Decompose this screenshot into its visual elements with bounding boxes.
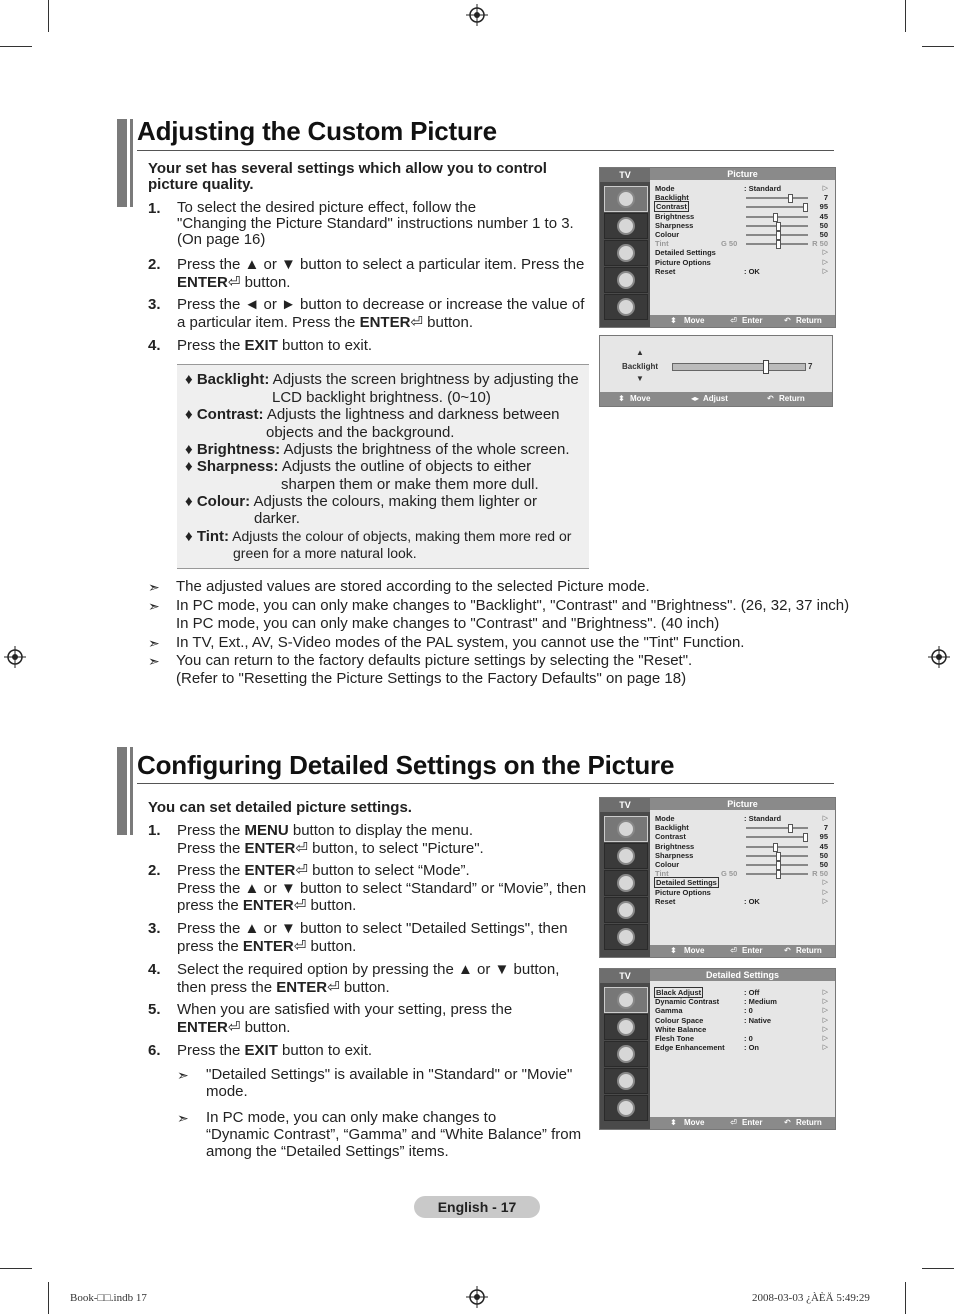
title-rule bbox=[137, 783, 834, 784]
osd-sidebar bbox=[600, 812, 650, 957]
arrow-up-icon: ▲ bbox=[636, 348, 644, 357]
bullet-colour-cont: darker. bbox=[254, 510, 300, 527]
bullet-backlight-cont: LCD backlight brightness. (0~10) bbox=[272, 389, 491, 406]
menu-item-detailed-settings[interactable]: Detailed Settings ▷ bbox=[655, 248, 828, 258]
crop-mark bbox=[0, 1268, 32, 1269]
bullet-tint: ♦ Tint: Adjusts the colour of objects, making them more red or bbox=[185, 528, 572, 545]
arrow-down-icon: ▼ bbox=[636, 374, 644, 383]
section-accent-bar bbox=[130, 747, 133, 835]
title-rule bbox=[137, 150, 834, 151]
print-info-left: Book-□□.indb 17 bbox=[70, 1292, 147, 1304]
chevron-right-icon: ▷ bbox=[822, 897, 828, 905]
chevron-right-icon: ▷ bbox=[822, 1025, 828, 1033]
move-icon: ⬍ bbox=[670, 1118, 677, 1127]
sound-icon[interactable] bbox=[604, 843, 648, 869]
menu-item-reset[interactable]: Reset : OK ▷ bbox=[655, 266, 828, 276]
channel-icon[interactable] bbox=[604, 240, 648, 266]
tv-tab: TV bbox=[600, 798, 650, 812]
value-slider[interactable] bbox=[746, 827, 808, 829]
picture-icon[interactable] bbox=[604, 816, 648, 842]
menu-item-flesh-tone[interactable]: Flesh Tone : 0 ▷ bbox=[655, 1034, 828, 1043]
osd-footer: ⬍ Move ◂▸ Adjust ↶ Return bbox=[600, 392, 832, 406]
value-slider[interactable] bbox=[746, 206, 808, 208]
menu-item-tint[interactable]: Tint G 50 R 50 bbox=[655, 869, 828, 879]
value-slider[interactable] bbox=[746, 225, 808, 227]
menu-item-backlight[interactable]: Backlight 7 bbox=[655, 823, 828, 833]
chevron-right-icon: ▷ bbox=[822, 1016, 828, 1024]
osd-header: Picture bbox=[650, 168, 835, 180]
move-icon: ⬍ bbox=[670, 316, 677, 325]
menu-item-sharpness[interactable]: Sharpness 50 bbox=[655, 220, 828, 230]
section-title: Adjusting the Custom Picture bbox=[137, 116, 497, 146]
chevron-right-icon: ▷ bbox=[822, 815, 828, 822]
footer-label: Enter bbox=[742, 946, 763, 955]
sound-icon[interactable] bbox=[604, 1014, 648, 1040]
chevron-right-icon: ▷ bbox=[822, 998, 828, 1006]
bullet-tint-cont: green for a more natural look. bbox=[233, 545, 417, 561]
menu-item-picture-options[interactable]: Picture Options ▷ bbox=[655, 887, 828, 897]
crop-mark bbox=[48, 0, 49, 32]
enter-icon: ⏎ bbox=[410, 313, 423, 331]
input-icon[interactable] bbox=[604, 924, 648, 950]
menu-item-backlight[interactable]: Backlight 7 bbox=[655, 193, 828, 203]
crop-mark bbox=[905, 0, 906, 32]
value-slider[interactable] bbox=[746, 873, 808, 875]
bullet-contrast: ♦ Contrast: Adjusts the lightness and darkness between bbox=[185, 406, 560, 423]
section-accent-bar bbox=[117, 747, 127, 835]
channel-icon[interactable] bbox=[604, 870, 648, 896]
value-slider[interactable] bbox=[746, 836, 808, 838]
footer-label: Return bbox=[796, 1118, 822, 1127]
osd-detailed-settings bbox=[599, 968, 836, 1130]
osd-sidebar bbox=[600, 983, 650, 1129]
chevron-right-icon: ▷ bbox=[822, 888, 828, 896]
picture-icon[interactable] bbox=[604, 987, 648, 1013]
chevron-right-icon: ▷ bbox=[822, 267, 828, 275]
enter-icon: ⏎ bbox=[730, 1118, 737, 1127]
footer-label: Enter bbox=[742, 316, 763, 325]
menu-item-gamma[interactable]: Gamma : 0 ▷ bbox=[655, 1006, 828, 1016]
crop-mark bbox=[905, 1282, 906, 1314]
enter-icon: ⏎ bbox=[293, 897, 307, 914]
enter-icon: ⏎ bbox=[227, 273, 241, 291]
osd-footer bbox=[650, 315, 835, 327]
enter-icon: ⏎ bbox=[295, 862, 308, 879]
page-number-badge: English - 17 bbox=[414, 1196, 540, 1218]
enter-icon: ⏎ bbox=[327, 978, 340, 996]
chevron-right-icon: ▷ bbox=[822, 1007, 828, 1015]
value-slider[interactable] bbox=[746, 846, 808, 848]
enter-icon: ⏎ bbox=[730, 946, 737, 955]
arrow-icon: ➣ bbox=[148, 579, 160, 595]
chevron-right-icon: ▷ bbox=[822, 989, 828, 996]
osd-backlight-adjust bbox=[599, 335, 833, 407]
bullet-sharpness-cont: sharpen them or make them more dull. bbox=[281, 476, 539, 493]
footer-label: Move bbox=[684, 1118, 705, 1127]
footer-label: Move bbox=[684, 946, 705, 955]
bullet-contrast-cont: objects and the background. bbox=[266, 424, 455, 441]
registration-target-icon bbox=[466, 4, 488, 26]
registration-target-icon bbox=[466, 1286, 488, 1308]
setup-icon[interactable] bbox=[604, 897, 648, 923]
footer-label: Return bbox=[796, 946, 822, 955]
menu-item-picture-options[interactable]: Picture Options ▷ bbox=[655, 257, 828, 267]
arrow-icon: ➣ bbox=[177, 1110, 189, 1126]
tv-tab: TV bbox=[600, 969, 650, 983]
value-slider[interactable] bbox=[746, 234, 808, 236]
backlight-value: 7 bbox=[808, 362, 813, 371]
menu-item-contrast[interactable]: Contrast 95 bbox=[655, 832, 828, 842]
chevron-right-icon: ▷ bbox=[822, 1044, 828, 1052]
menu-item-dynamic-contrast[interactable]: Dynamic Contrast : Medium ▷ bbox=[655, 997, 828, 1007]
registration-target-icon bbox=[928, 646, 950, 668]
chevron-right-icon: ▷ bbox=[822, 879, 828, 887]
chevron-right-icon: ▷ bbox=[822, 185, 828, 192]
enter-icon: ⏎ bbox=[730, 316, 737, 325]
backlight-label: Backlight bbox=[622, 362, 659, 371]
arrow-icon: ➣ bbox=[148, 653, 160, 669]
value-slider[interactable] bbox=[746, 864, 808, 866]
sound-icon[interactable] bbox=[604, 213, 648, 239]
menu-item-tint[interactable]: Tint G 50 R 50 bbox=[655, 239, 828, 249]
menu-item-reset[interactable]: Reset : OK ▷ bbox=[655, 896, 828, 906]
arrow-icon: ➣ bbox=[148, 598, 160, 614]
return-icon: ↶ bbox=[784, 1118, 791, 1127]
section-title: Configuring Detailed Settings on the Picture bbox=[137, 750, 675, 780]
backlight-slider[interactable] bbox=[672, 363, 806, 371]
picture-icon[interactable] bbox=[604, 186, 648, 212]
osd-panel bbox=[650, 168, 835, 327]
menu-item-white-balance[interactable]: White Balance ▷ bbox=[655, 1024, 828, 1034]
move-icon: ⬍ bbox=[670, 946, 677, 955]
section-intro: You can set detailed picture settings. bbox=[148, 799, 412, 816]
menu-item-colour[interactable]: Colour 50 bbox=[655, 230, 828, 239]
chevron-right-icon: ▷ bbox=[822, 258, 828, 266]
slider-knob[interactable] bbox=[763, 360, 769, 374]
setup-icon[interactable] bbox=[604, 1068, 648, 1094]
arrow-icon: ➣ bbox=[177, 1067, 189, 1083]
section-accent-bar bbox=[130, 119, 133, 207]
crop-mark bbox=[922, 1268, 954, 1269]
value-slider[interactable] bbox=[746, 855, 808, 857]
arrow-icon: ➣ bbox=[148, 635, 160, 651]
input-icon[interactable] bbox=[604, 294, 648, 320]
return-icon: ↶ bbox=[767, 394, 774, 403]
chevron-right-icon: ▷ bbox=[822, 249, 828, 257]
enter-icon: ⏎ bbox=[227, 1018, 241, 1036]
menu-item-edge-enhancement[interactable]: Edge Enhancement : On ▷ bbox=[655, 1043, 828, 1053]
menu-item-mode[interactable]: Mode : Standard ▷ bbox=[655, 184, 828, 193]
section-accent-bar bbox=[117, 119, 127, 207]
menu-item-black-adjust[interactable]: Black Adjust : Off ▷ bbox=[656, 988, 828, 997]
footer-label: Enter bbox=[742, 1118, 763, 1127]
crop-mark bbox=[48, 1282, 49, 1314]
footer-label: Return bbox=[796, 316, 822, 325]
section-intro: Your set has several settings which allow you to control picture quality. bbox=[148, 160, 547, 193]
osd-sidebar bbox=[600, 182, 650, 327]
tv-tab: TV bbox=[600, 168, 650, 182]
osd-picture-menu bbox=[599, 797, 836, 958]
crop-mark bbox=[0, 46, 32, 47]
adjust-icon: ◂▸ bbox=[691, 394, 700, 403]
bullet-brightness: ♦ Brightness: Adjusts the brightness of the whole screen. bbox=[185, 441, 570, 458]
return-icon: ↶ bbox=[784, 946, 791, 955]
value-slider[interactable] bbox=[746, 197, 808, 199]
channel-icon[interactable] bbox=[604, 1041, 648, 1067]
bullet-sharpness: ♦ Sharpness: Adjusts the outline of objects to either bbox=[185, 458, 532, 475]
bullet-colour: ♦ Colour: Adjusts the colours, making them lighter or bbox=[185, 493, 537, 510]
menu-item-brightness[interactable]: Brightness 45 bbox=[655, 841, 828, 851]
setup-icon[interactable] bbox=[604, 267, 648, 293]
osd-picture-menu bbox=[599, 167, 836, 328]
menu-item-colour[interactable]: Colour 50 bbox=[655, 860, 828, 869]
osd-footer bbox=[650, 945, 835, 957]
osd-footer bbox=[650, 1117, 835, 1129]
print-info-right: 2008-03-03 ¿ÀÈÄ 5:49:29 bbox=[752, 1292, 870, 1304]
enter-icon: ⏎ bbox=[295, 839, 308, 857]
menu-item-sharpness[interactable]: Sharpness 50 bbox=[655, 850, 828, 860]
input-icon[interactable] bbox=[604, 1095, 648, 1121]
osd-panel bbox=[650, 969, 835, 1129]
crop-mark bbox=[922, 46, 954, 47]
chevron-right-icon: ▷ bbox=[822, 1035, 828, 1042]
osd-header: Picture bbox=[650, 798, 835, 810]
footer-label: Move bbox=[684, 316, 705, 325]
menu-item-contrast[interactable]: Contrast 95 bbox=[656, 202, 828, 212]
bullet-backlight: ♦ Backlight: Adjusts the screen brightness by adjusting the bbox=[185, 371, 579, 388]
move-icon: ⬍ bbox=[618, 394, 625, 403]
registration-target-icon bbox=[4, 646, 26, 668]
menu-item-detailed-settings[interactable]: Detailed Settings ▷ bbox=[656, 878, 828, 888]
osd-header: Detailed Settings bbox=[650, 969, 835, 981]
osd-panel bbox=[650, 798, 835, 957]
return-icon: ↶ bbox=[784, 316, 791, 325]
menu-item-brightness[interactable]: Brightness 45 bbox=[655, 211, 828, 221]
menu-item-colour-space[interactable]: Colour Space : Native ▷ bbox=[655, 1015, 828, 1025]
value-slider[interactable] bbox=[746, 216, 808, 218]
value-slider[interactable] bbox=[746, 243, 808, 245]
enter-icon: ⏎ bbox=[293, 937, 307, 955]
menu-item-mode[interactable]: Mode : Standard ▷ bbox=[655, 814, 828, 823]
